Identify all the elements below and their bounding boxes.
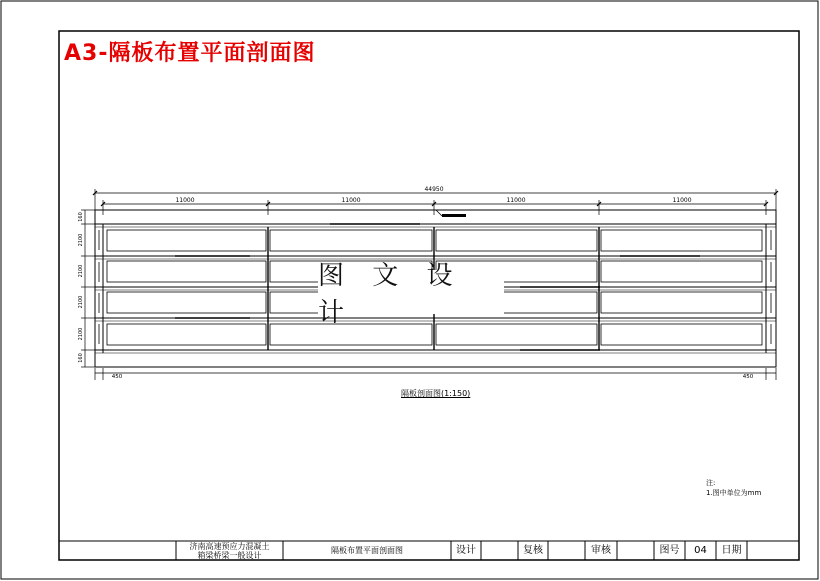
row-dimension-label: 2100	[78, 327, 84, 341]
end-dimension-label: 450	[742, 374, 754, 380]
span-dimension-label: 11000	[175, 197, 195, 204]
project-name-line1: 济南高速预应力混凝土	[189, 541, 270, 551]
span-dimension-label: 11000	[506, 197, 526, 204]
drawing-caption: 隔板剖面图(1:150)	[401, 389, 471, 398]
drawing-number: 04	[694, 545, 707, 556]
section-marker	[436, 210, 466, 217]
row-dimension-label: 2100	[78, 233, 84, 247]
span-dimension-label: 11000	[672, 197, 692, 204]
design-label: 设计	[456, 545, 476, 556]
review-label: 复核	[523, 545, 543, 556]
project-name-line2: 箱梁桥梁一般设计	[197, 550, 262, 560]
drawing-number-label: 图号	[659, 545, 680, 556]
edge-dimension-label: 160	[78, 212, 84, 222]
project-name	[176, 541, 283, 560]
drawing-name: 隔板布置平面剖面图	[331, 546, 403, 555]
sheet-title: A3-隔板布置平面剖面图	[64, 41, 316, 66]
row-dimension-label: 2100	[78, 264, 84, 278]
end-dimension-label: 450	[111, 374, 123, 380]
total-dimension-label: 44950	[424, 186, 444, 193]
notes-line: 1.图中单位为mm	[706, 489, 762, 497]
date-label: 日期	[721, 545, 742, 556]
span-dimension-label: 11000	[341, 197, 361, 204]
notes	[706, 478, 761, 498]
notes-heading: 注:	[706, 479, 716, 487]
edge-dimension-label: 160	[78, 353, 84, 363]
audit-label: 审核	[591, 545, 611, 556]
row-dimension-label: 2100	[78, 295, 84, 309]
watermark: 图 文 设 计	[318, 270, 504, 314]
